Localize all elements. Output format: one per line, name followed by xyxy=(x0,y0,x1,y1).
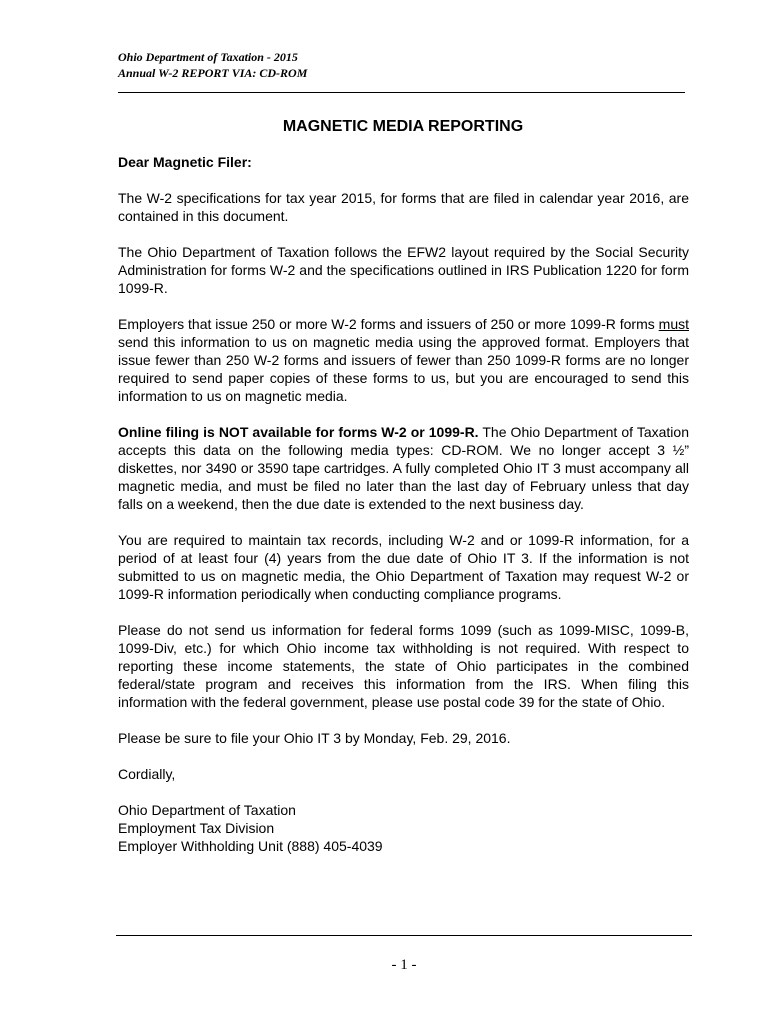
header-line-1: Ohio Department of Taxation - 2015 xyxy=(118,50,298,64)
paragraph-5: You are required to maintain tax records, including W-2 and or 1099-R information, for a period of at least four (4) years from the due date of Ohio IT 3. If the information is not submitted to us on magnetic media, the Ohio Department of Taxation may request W-2 or 1099-R information periodically when conducting compliance programs. xyxy=(118,532,689,602)
signature-line-3: Employer Withholding Unit (888) 405-4039 xyxy=(118,838,383,854)
paragraph-2: The Ohio Department of Taxation follows the EFW2 layout required by the Social Security Administration for forms W-2 and the specifications outlined in IRS Publication 1220 for form 1099-R. xyxy=(118,244,689,296)
paragraph-3-emphasis: must xyxy=(658,316,689,332)
signature-line-1: Ohio Department of Taxation xyxy=(118,802,296,818)
closing: Cordially, xyxy=(118,766,176,782)
paragraph-4-text: The Ohio Department of Taxation accepts this data on the following media types: CD-ROM. We no longer accept 3 ½” diskettes, nor 3490 or 3590 tape cartridges. A fully completed Ohio IT 3 must accompany all magnetic media, and must be filed no later than the last day of February unless that day falls on a weekend, then the due date is extended to the next business day. xyxy=(118,424,689,512)
paragraph-3 xyxy=(118,315,689,405)
paragraph-7: Please be sure to file your Ohio IT 3 by Monday, Feb. 29, 2016. xyxy=(118,730,511,746)
signature-block xyxy=(118,801,689,855)
signature-line-2: Employment Tax Division xyxy=(118,820,275,836)
footer-divider xyxy=(116,935,692,936)
paragraph-3-part-2: send this information to us on magnetic media using the approved format. Employers that issue fewer than 250 W-2 forms and issuers of fewer than 250 1099-R forms are no longer required to send paper copies of these forms to us, but you are encouraged to send this information to us on magnetic media. xyxy=(118,334,689,404)
page-number: - 1 - xyxy=(391,957,417,973)
paragraph-4-notice: Online filing is NOT available for forms W-2 or 1099-R. xyxy=(118,424,479,440)
page-title: MAGNETIC MEDIA REPORTING xyxy=(282,118,524,135)
document-header xyxy=(118,49,307,81)
paragraph-1: The W-2 specifications for tax year 2015, for forms that are filed in calendar year 2016, are contained in this document. xyxy=(118,190,689,224)
paragraph-6: Please do not send us information for federal forms 1099 (such as 1099-MISC, 1099-B, 1099-Div, etc.) for which Ohio income tax withholding is not required. With respect to reporting these income statements, the state of Ohio participates in the combined federal/state program and receives this information from the IRS. When filing this information with the federal government, please use postal code 39 for the state of Ohio. xyxy=(118,622,689,710)
header-line-2: Annual W-2 REPORT VIA: CD-ROM xyxy=(118,66,308,80)
header-divider xyxy=(118,92,685,93)
paragraph-3-part-1: Employers that issue 250 or more W-2 forms and issuers of 250 or more 1099-R forms xyxy=(118,316,659,332)
letter-body xyxy=(118,153,689,873)
salutation: Dear Magnetic Filer: xyxy=(118,154,252,170)
paragraph-4 xyxy=(118,423,689,513)
